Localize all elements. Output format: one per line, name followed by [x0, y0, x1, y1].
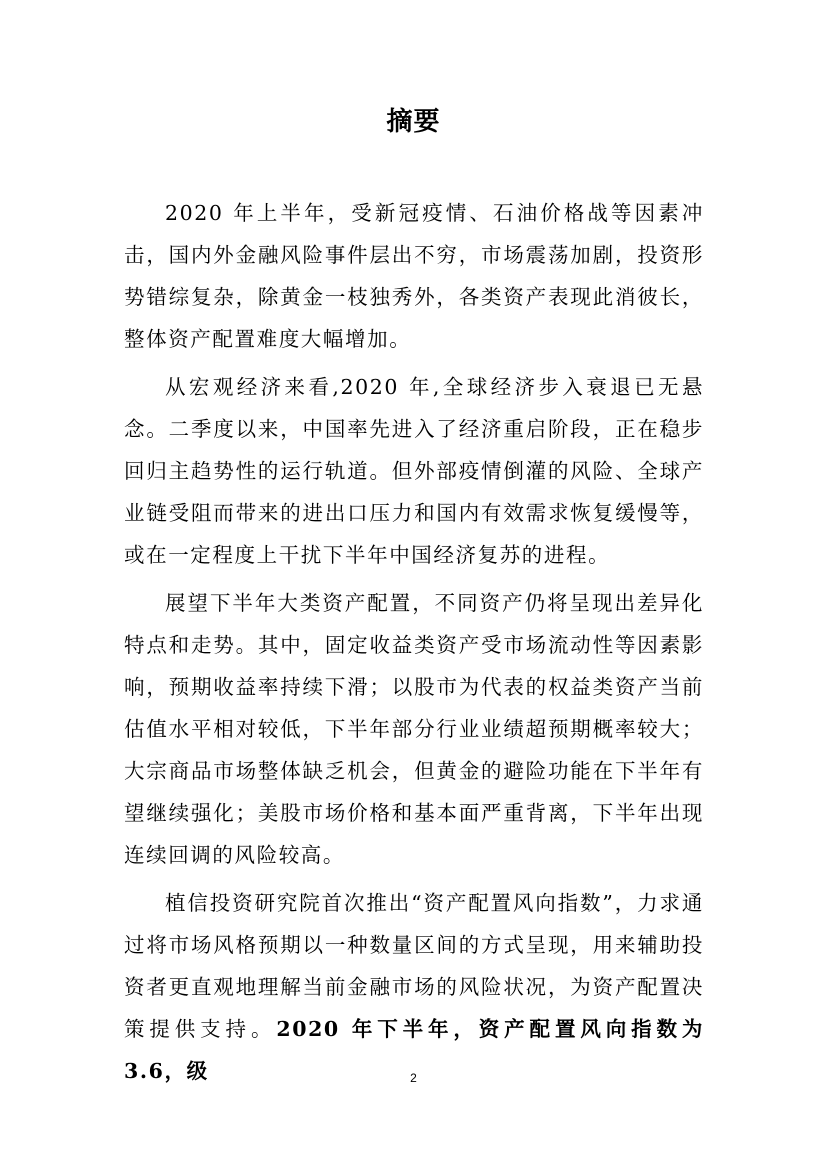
paragraph-2: 从宏观经济来看,2020 年,全球经济步入衰退已无悬念。二季度以来，中国率先进入了经济重启阶段，正在稳步回归主趋势性的运行轨道。但外部疫情倒灌的风险、全球产业链受阻而带来的进出口压力和国内有效需求恢复缓慢等，或在一定程度上干扰下半年中国经济复苏的进程。 [124, 375, 704, 567]
paragraph-4 [124, 882, 704, 1092]
paragraph-4-text: 植信投资研究院首次推出“资产配置风向指数”，力求通过将市场风格预期以一种数量区间的方式呈现，用来辅助投资者更直观地理解当前金融市场的风险状况，为资产配置决策提供支持。 [124, 891, 704, 1041]
paragraph-1: 2020 年上半年，受新冠疫情、石油价格战等因素冲击，国内外金融风险事件层出不穷，市场震荡加剧，投资形势错综复杂，除黄金一枝独秀外，各类资产表现此消彼长，整体资产配置难度大幅增加。 [124, 201, 704, 351]
page-number: 2 [410, 1071, 417, 1085]
paragraph-4-bold-text: 2020 年下半年，资产配置风向指数为 3.6，级 [124, 1017, 704, 1083]
paragraph-3: 展望下半年大类资产配置，不同资产仍将呈现出差异化特点和走势。其中，固定收益类资产受市场流动性等因素影响，预期收益率持续下滑；以股市为代表的权益类资产当前估值水平相对较低，下半年部分行业业绩超预期概率较大；大宗商品市场整体缺乏机会，但黄金的避险功能在下半年有望继续强化；美股市场价格和基本面严重背离，下半年出现连续回调的风险较高。 [124, 591, 704, 867]
body-text [124, 192, 704, 1098]
page-title: 摘要 [386, 107, 441, 137]
